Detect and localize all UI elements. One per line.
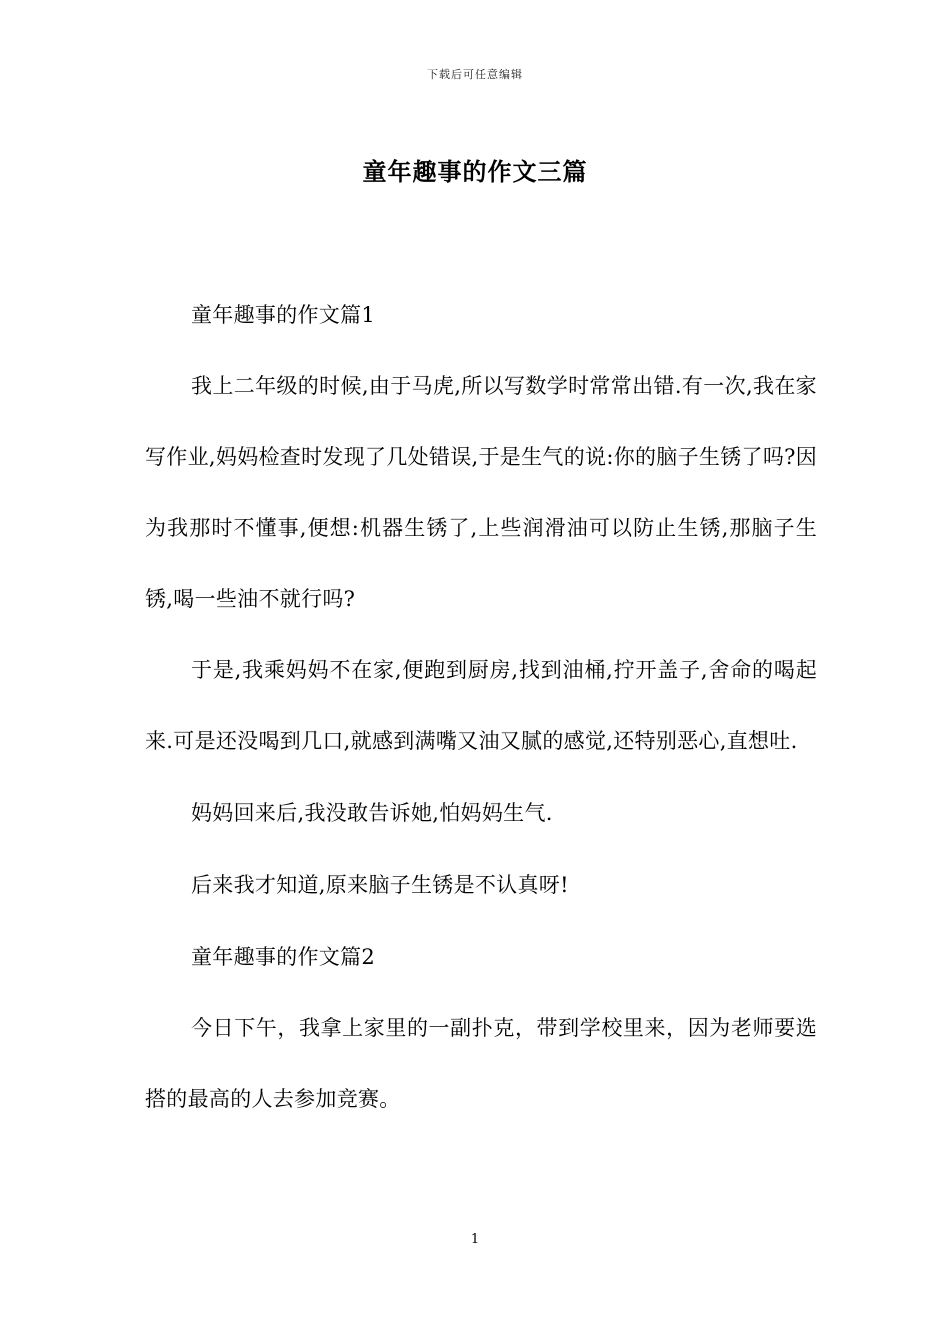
- header-note: 下载后可任意编辑: [427, 68, 523, 81]
- paragraph: 今日下午，我拿上家里的一副扑克，带到学校里来，因为老师要选搭的最高的人去参加竞赛。: [145, 1016, 817, 1111]
- page-number: 1: [470, 1232, 480, 1247]
- paragraph: 妈妈回来后,我没敢告诉她,怕妈妈生气.: [191, 801, 553, 825]
- paragraph: 于是,我乘妈妈不在家,便跑到厨房,找到油桶,拧开盖子,舍命的喝起来.可是还没喝到几口,就感到满嘴又油又腻的感觉,还特别恶心,直想吐.: [145, 658, 817, 753]
- paragraph: 我上二年级的时候,由于马虎,所以写数学时常常出错.有一次,我在家写作业,妈妈检查时发现了几处错误,于是生气的说:你的脑子生锈了吗?因为我那时不懂事,便想:机器生锈了,上些润滑油可以防止生锈,那脑子生锈,喝一些油不就行吗?: [145, 374, 817, 611]
- paragraph: 后来我才知道,原来脑子生锈是不认真呀!: [191, 873, 569, 897]
- document-body: [145, 280, 817, 1135]
- section-heading-2: 童年趣事的作文篇2: [191, 945, 376, 969]
- document-title: 童年趣事的作文三篇: [362, 157, 588, 186]
- section-heading-1: 童年趣事的作文篇1: [191, 303, 376, 327]
